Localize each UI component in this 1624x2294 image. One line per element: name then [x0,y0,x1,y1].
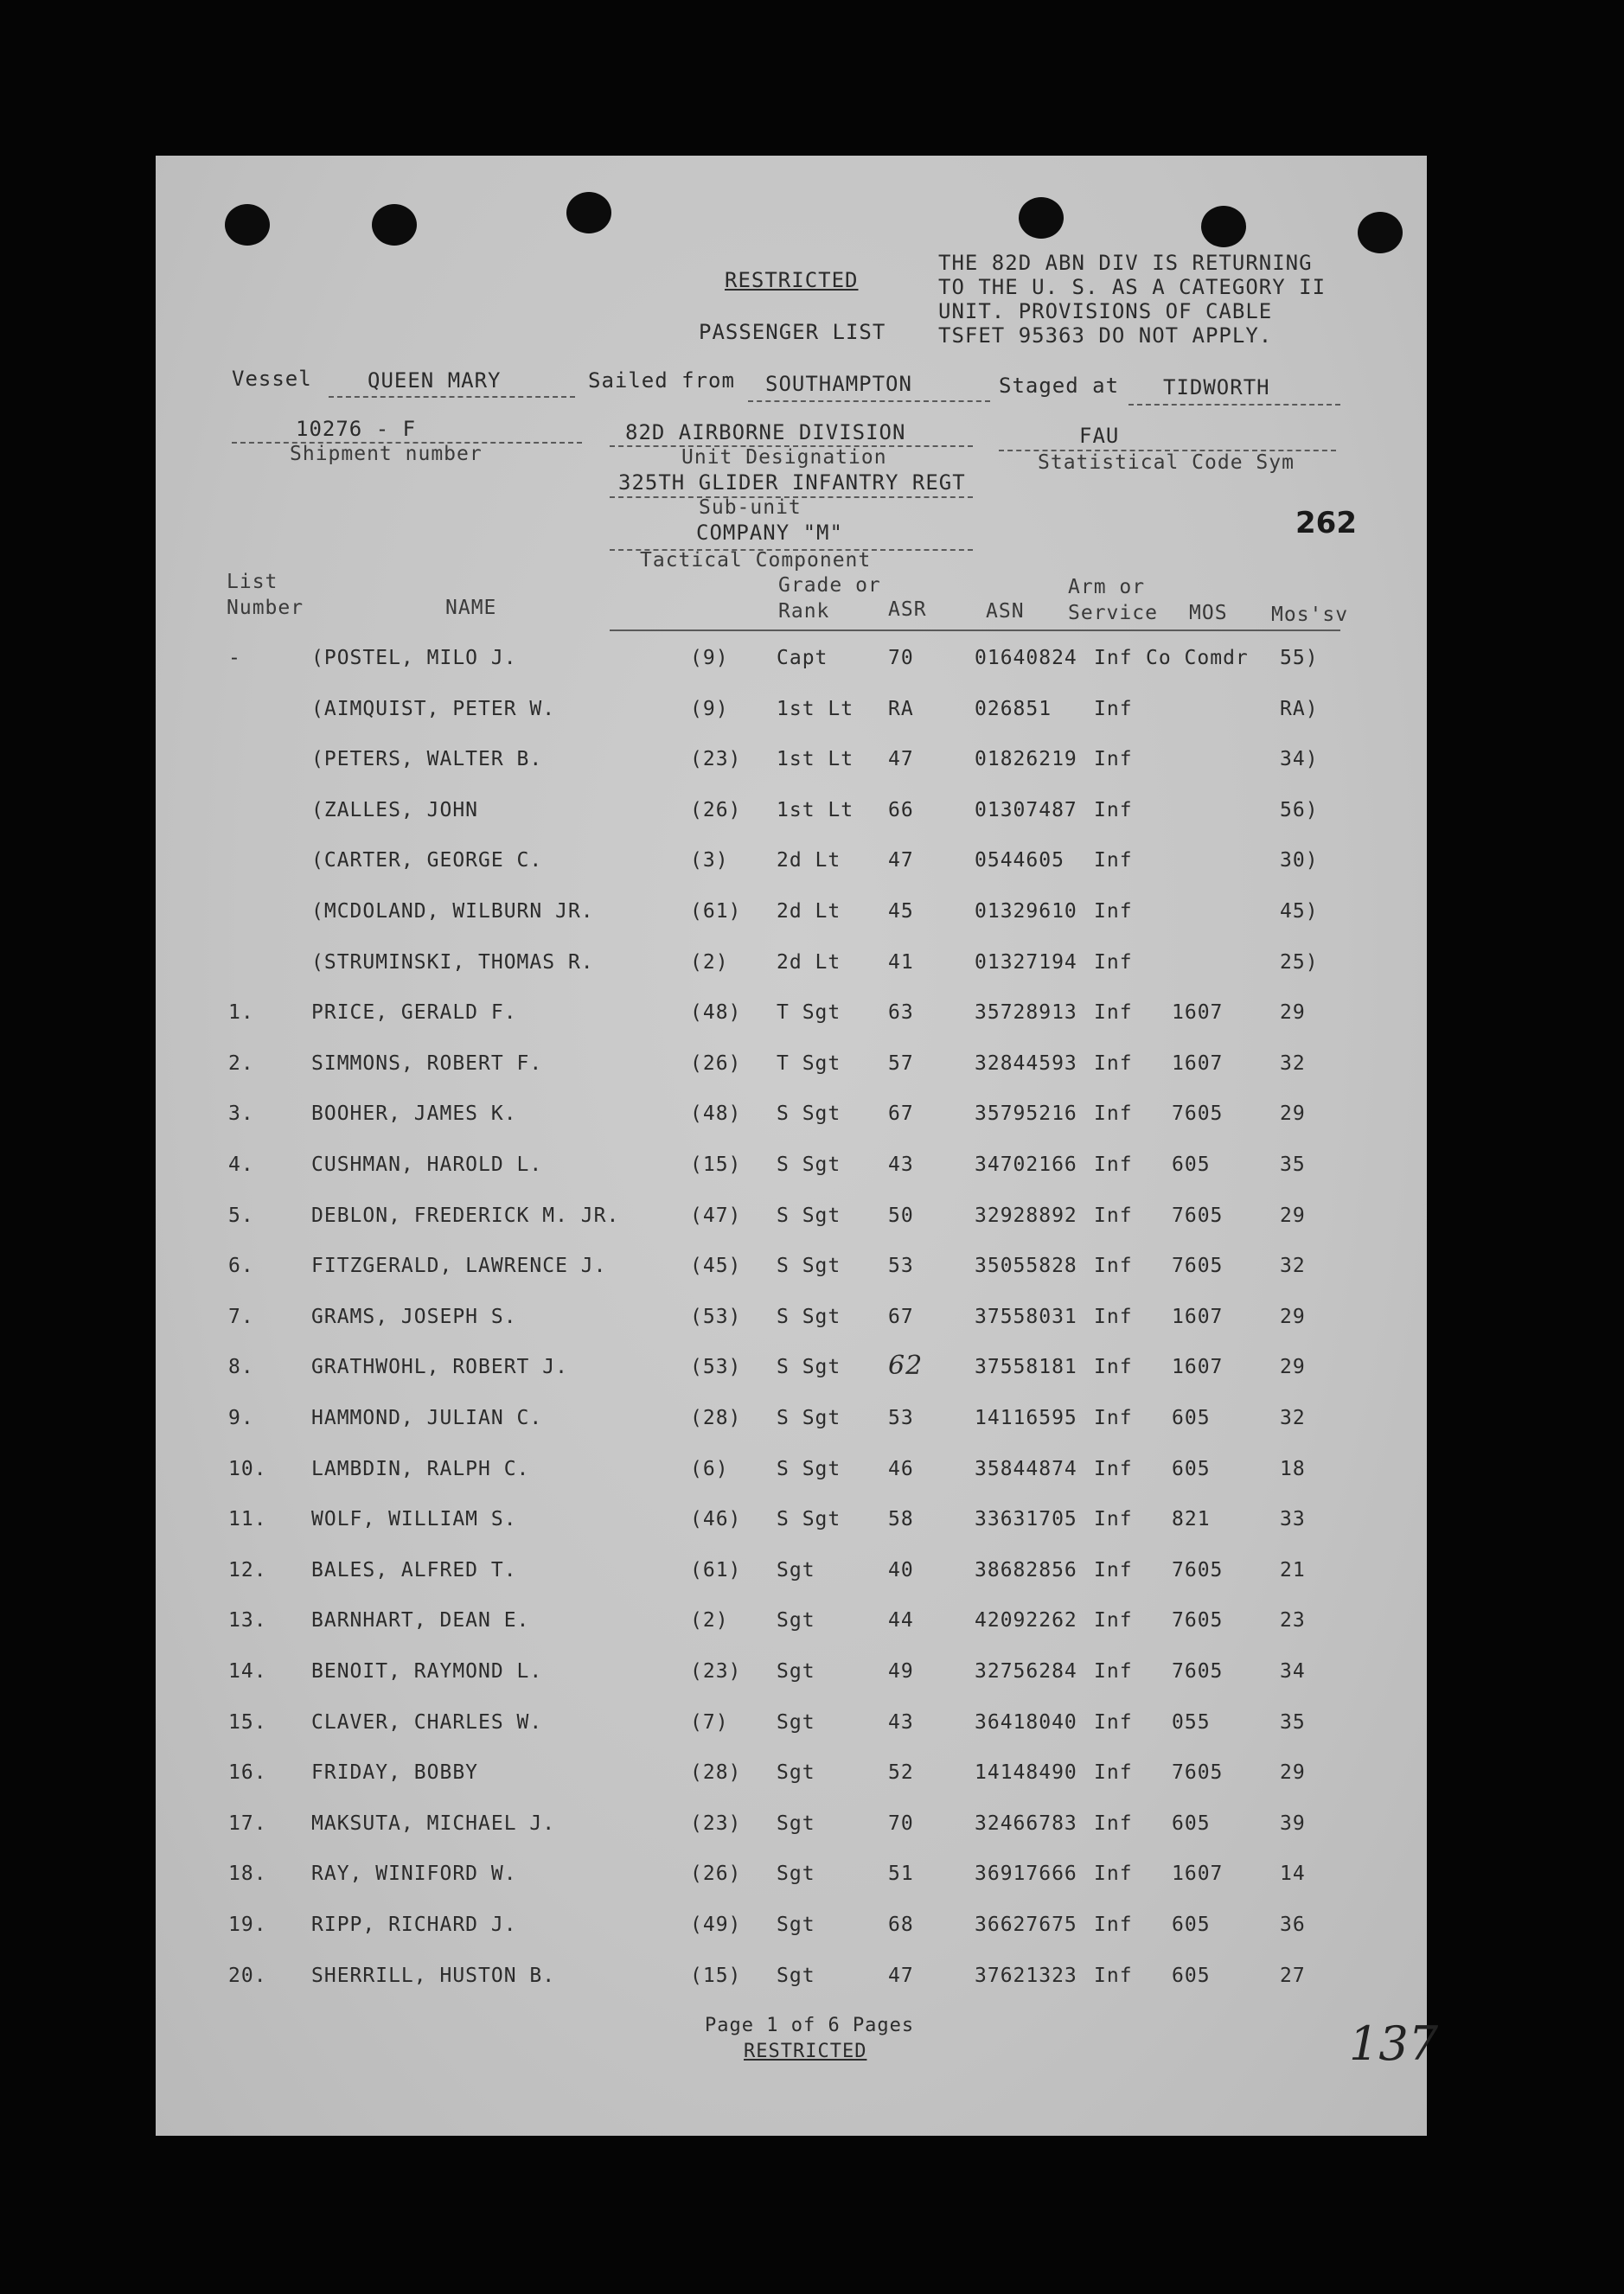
unit-designation-label: Unit Designation [681,446,887,469]
list-number: 13. [228,1609,267,1633]
header-rule [610,629,1340,631]
age-code: (45) [690,1255,742,1278]
asr-score: 63 [888,1001,914,1025]
arm-service: Inf [1094,849,1133,872]
asr-score: RA [888,697,914,720]
handwritten-folio-number: 137 [1349,2016,1439,2071]
months-service: 30) [1280,849,1319,872]
vessel-rule [329,396,575,398]
asn-number: 33631705 [975,1508,1077,1531]
asn-number: 35728913 [975,1001,1077,1025]
grade-rank: Sgt [777,1609,815,1633]
restricted-heading: RESTRICTED [725,268,859,292]
mos-code: 1607 [1172,1051,1224,1075]
asr-score: 57 [888,1051,914,1075]
list-number: 2. [228,1051,254,1075]
table-row [156,1914,1427,1964]
page-indicator: Page 1 of 6 Pages [705,2015,915,2036]
staged-at-value: TIDWORTH [1163,375,1270,399]
asn-number: 34702166 [975,1153,1077,1176]
arm-service: Inf [1094,950,1133,974]
passenger-name: SIMMONS, ROBERT F. [311,1051,543,1075]
asr-score: 44 [888,1609,914,1633]
grade-rank: T Sgt [777,1001,841,1025]
table-row [156,1812,1427,1863]
passenger-name: CLAVER, CHARLES W. [311,1710,543,1734]
age-code: (48) [690,1001,742,1025]
asn-number: 01307487 [975,798,1077,821]
age-code: (9) [690,647,729,669]
arm-service: Inf [1094,798,1133,821]
table-row [156,1306,1427,1356]
list-number: 11. [228,1508,267,1531]
table-row [156,1351,1427,1406]
asr-score: 53 [888,1407,914,1429]
list-number: 3. [228,1102,254,1126]
grade-rank: 1st Lt [777,748,854,771]
grade-rank: Sgt [777,1710,815,1734]
grade-rank: S Sgt [777,1508,841,1531]
grade-rank: S Sgt [777,1255,841,1278]
asr-score: 62 [888,1351,924,1382]
arm-service: Inf [1094,697,1133,720]
months-service: 29 [1280,1761,1306,1785]
months-service: 45) [1280,900,1319,923]
passenger-name: (ZALLES, JOHN [311,798,479,821]
mos-code: 1607 [1172,1305,1224,1328]
passenger-name: DEBLON, FREDERICK M. JR. [311,1204,620,1227]
grade-rank: Sgt [777,1863,815,1886]
arm-service: Inf [1094,1305,1133,1328]
restricted-footer: RESTRICTED [744,2041,867,2062]
list-number: 9. [228,1407,254,1429]
grade-rank: 2d Lt [777,950,841,974]
list-number: 18. [228,1863,267,1886]
months-service: 23 [1280,1609,1306,1633]
arm-service: Inf [1094,1558,1133,1582]
mos-code: 7605 [1172,1102,1224,1126]
asn-number: 36418040 [975,1710,1077,1734]
col-mos-sv: Mos'sv [1271,604,1349,626]
months-service: 29 [1280,1204,1306,1227]
tactical-component-value: COMPANY "M" [696,521,843,545]
passenger-name: (MCDOLAND, WILBURN JR. [311,900,594,923]
age-code: (26) [690,1051,742,1075]
passenger-name: LAMBDIN, RALPH C. [311,1457,530,1480]
arm-service: Inf [1094,1863,1133,1886]
list-number: 10. [228,1457,267,1480]
months-service: 27 [1280,1964,1306,1987]
passenger-name: RAY, WINIFORD W. [311,1863,517,1886]
punch-hole [372,204,417,246]
arm-service: Inf [1094,1761,1133,1785]
asr-score: 52 [888,1761,914,1785]
mos-code: 605 [1172,1457,1211,1480]
asr-score: 50 [888,1204,914,1227]
table-row [156,900,1427,950]
asn-number: 35844874 [975,1457,1077,1480]
grade-rank: 2d Lt [777,849,841,872]
passenger-list-title: PASSENGER LIST [699,320,886,344]
asr-score: 67 [888,1102,914,1126]
grade-rank: Sgt [777,1761,815,1785]
mos-code: Co Comdr [1146,647,1249,669]
asn-number: 35795216 [975,1102,1077,1126]
asr-score: 43 [888,1710,914,1734]
mos-code: 055 [1172,1710,1211,1734]
passenger-name: SHERRILL, HUSTON B. [311,1964,556,1987]
age-code: (47) [690,1204,742,1227]
arm-service: Inf [1094,1964,1133,1987]
age-code: (26) [690,1863,742,1886]
age-code: (26) [690,798,742,821]
list-number: 17. [228,1812,267,1835]
mos-code: 1607 [1172,1001,1224,1025]
asn-number: 42092262 [975,1609,1077,1633]
mos-code: 7605 [1172,1761,1224,1785]
list-number: 1. [228,1001,254,1025]
mos-code: 605 [1172,1964,1211,1987]
age-code: (28) [690,1407,742,1429]
mos-code: 1607 [1172,1863,1224,1886]
tactical-component-label: Tactical Component [640,549,872,572]
table-row [156,799,1427,849]
arm-service: Inf [1094,647,1133,669]
asn-number: 37558181 [975,1356,1077,1379]
col-grade-rank: Grade or Rank [778,574,881,623]
asn-number: 14116595 [975,1407,1077,1429]
months-service: 33 [1280,1508,1306,1531]
grade-rank: Capt [777,647,828,669]
asn-number: 0544605 [975,849,1065,872]
age-code: (15) [690,1964,742,1987]
asn-number: 38682856 [975,1558,1077,1582]
age-code: (48) [690,1102,742,1126]
grade-rank: 1st Lt [777,798,854,821]
document-page: RESTRICTED PASSENGER LIST THE 82D ABN DIV IS RETURNING TO THE U. S. AS A CATEGORY II UNIT. PROVISIONS OF CABLE TSFET 95363 DO NOT APPLY. Vessel QUEEN MARY Sailed from SOUTHAMPTON Staged at TIDWORTH 10276 - F Shipment number 82D AIRBORNE DIVISION Unit Designation 325TH GLIDER INFANTRY REGT Sub-unit COMPANY "M" Tactical Component FAU Statistical Code Sym 262 List Number NAME Grade or Rank ASR ASN Arm or Service MOS Mos'sv - (POSTEL, MILO J. (9) Capt 70 01640824 Inf Co Comdr 55) (AIMQUIST, PETER W. (9) 1st Lt RA 026851 Inf RA) (PETERS, WALTER B. (23) 1st Lt 47 01826219 Inf 34) (ZALLES, JOHN (26) 1st Lt 66 01307487 Inf 56) (CARTER, GEORGE C. (3) 2d Lt 47 0544605 Inf 30) (MCDOLAND, WILBURN JR. (61) 2d Lt 45 01329610 Inf 45) (STRUMINSKI, THOMAS R. (2) 2d Lt 41 01327194 Inf 25) 1. PRICE, GERALD F. (48) T Sgt 63 35728913 Inf 1607 29 2. SIMMONS, ROBERT F. (26) T Sgt 57 32844593 Inf 1607 32 3. BOOHER, JAMES K. (48) S Sgt 67 35795216 Inf 7605 29 4. CUSHMAN, HAROLD L. (15) S Sgt 43 34702166 Inf 605 35 5. DEBLON, FREDERICK M. JR. (47) S Sgt 50 32928892 Inf 7605 29 6. FITZGERALD, LAWRENCE J. (45) S Sgt 53 35055828 Inf 7605 32 7. GRAMS, JOSEPH S. (53) S Sgt 67 37558031 Inf 1607 29 8. GRATHWOHL, ROBERT J. (53) S Sgt 62 37558181 Inf 1607 29 9. HAMMOND, JULIAN C. (28) S Sgt 53 14116595 Inf 605 32 10. LAMBDIN, RALPH C. (6) S Sgt 46 35844874 Inf 605 18 11. WOLF, WILLIAM S. (46) S Sgt 58 33631705 Inf 821 33 12. BALES, ALFRED T. (61) Sgt 40 38682856 Inf 7605 21 13. BARNHART, DEAN E. (2) Sgt 44 42092262 Inf 7605 23 14. BENOIT, RAYMOND L. (23) Sgt 49 32756284 Inf 7605 34 15. CLAVER, CHARLES W. (7) Sgt 43 36418040 Inf 055 35 16. FRIDAY, BOBBY (28) Sgt 52 14148490 Inf 7605 29 17. MAKSUTA, MICHAEL J. (23) Sgt 70 32466783 Inf 605 39 18. RAY, WINIFORD W. (26) Sgt 51 36917666 Inf 1607 14 19. RIPP, RICHARD J. (49) Sgt 68 36627675 Inf 605 36 20. SHERRILL, HUSTON B. (15) Sgt 47 37621323 Inf 605 27 Page 1 of 6 Pages RESTRICTED 137 [156,156,1427,2136]
passenger-name: (CARTER, GEORGE C. [311,849,543,872]
grade-rank: S Sgt [777,1356,841,1379]
mos-code: 605 [1172,1914,1211,1936]
grade-rank: S Sgt [777,1102,841,1126]
list-number: 4. [228,1153,254,1176]
age-code: (49) [690,1914,742,1936]
asr-score: 47 [888,748,914,771]
passenger-name: (STRUMINSKI, THOMAS R. [311,950,594,974]
list-number: 15. [228,1710,267,1734]
table-row [156,1255,1427,1305]
stat-code-value: FAU [1079,424,1120,448]
age-code: (23) [690,1812,742,1835]
passenger-name: GRATHWOHL, ROBERT J. [311,1356,568,1379]
age-code: (2) [690,950,729,974]
passenger-name: (PETERS, WALTER B. [311,748,543,771]
table-row [156,1660,1427,1710]
punch-hole [1358,212,1403,253]
asn-number: 32756284 [975,1660,1077,1683]
passenger-name: BENOIT, RAYMOND L. [311,1660,543,1683]
asn-number: 14148490 [975,1761,1077,1785]
months-service: 36 [1280,1914,1306,1936]
asr-score: 58 [888,1508,914,1531]
months-service: 34 [1280,1660,1306,1683]
arm-service: Inf [1094,1051,1133,1075]
months-service: 32 [1280,1255,1306,1278]
asn-number: 01640824 [975,647,1077,669]
arm-service: Inf [1094,748,1133,771]
age-code: (2) [690,1609,729,1633]
months-service: 29 [1280,1102,1306,1126]
col-mos: MOS [1189,602,1228,624]
asn-number: 35055828 [975,1255,1077,1278]
grade-rank: 1st Lt [777,697,854,720]
months-service: 29 [1280,1001,1306,1025]
staged-at-label: Staged at [999,374,1120,398]
mos-code: 7605 [1172,1660,1224,1683]
passenger-name: BARNHART, DEAN E. [311,1609,530,1633]
asr-score: 45 [888,900,914,923]
table-row [156,1711,1427,1761]
age-code: (15) [690,1153,742,1176]
asr-score: 53 [888,1255,914,1278]
asr-score: 67 [888,1305,914,1328]
stamped-number: 262 [1295,506,1357,540]
asr-score: 66 [888,798,914,821]
table-row [156,1205,1427,1255]
months-service: 35 [1280,1710,1306,1734]
arm-service: Inf [1094,900,1133,923]
months-service: 32 [1280,1051,1306,1075]
age-code: (23) [690,748,742,771]
punch-hole [225,204,270,246]
asr-score: 68 [888,1914,914,1936]
grade-rank: Sgt [777,1812,815,1835]
asr-score: 70 [888,1812,914,1835]
table-row [156,647,1427,697]
passenger-name: MAKSUTA, MICHAEL J. [311,1812,556,1835]
list-number: 14. [228,1660,267,1683]
age-code: (6) [690,1457,729,1480]
asn-number: 36917666 [975,1863,1077,1886]
age-code: (53) [690,1305,742,1328]
list-number: 8. [228,1356,254,1379]
grade-rank: S Sgt [777,1457,841,1480]
asn-number: 36627675 [975,1914,1077,1936]
grade-rank: Sgt [777,1558,815,1582]
asn-number: 37558031 [975,1305,1077,1328]
passenger-name: BALES, ALFRED T. [311,1558,517,1582]
list-number: 6. [228,1255,254,1278]
unit-designation-value: 82D AIRBORNE DIVISION [625,420,906,444]
punch-hole [1019,197,1064,239]
table-row [156,1102,1427,1153]
table-row [156,849,1427,899]
col-name: NAME [445,597,497,619]
list-number: 12. [228,1558,267,1582]
col-asr: ASR [888,598,927,621]
arm-service: Inf [1094,1102,1133,1126]
passenger-name: (AIMQUIST, PETER W. [311,697,556,720]
table-row [156,1508,1427,1558]
asn-number: 32844593 [975,1051,1077,1075]
list-number: 20. [228,1964,267,1987]
table-row [156,748,1427,798]
list-number: 19. [228,1914,267,1936]
asn-number: 37621323 [975,1964,1077,1987]
passenger-name: WOLF, WILLIAM S. [311,1508,517,1531]
grade-rank: Sgt [777,1964,815,1987]
passenger-name: GRAMS, JOSEPH S. [311,1305,517,1328]
months-service: 21 [1280,1558,1306,1582]
table-row [156,1609,1427,1659]
table-row [156,1863,1427,1913]
months-service: 14 [1280,1863,1306,1886]
asn-number: 32466783 [975,1812,1077,1835]
age-code: (28) [690,1761,742,1785]
table-row [156,1559,1427,1609]
shipment-number-label: Shipment number [290,443,483,465]
passenger-name: RIPP, RICHARD J. [311,1914,517,1936]
vessel-label: Vessel [232,367,312,391]
arm-service: Inf [1094,1914,1133,1936]
mos-code: 605 [1172,1153,1211,1176]
table-row [156,1001,1427,1051]
table-row [156,1153,1427,1204]
passenger-name: FITZGERALD, LAWRENCE J. [311,1255,607,1278]
months-service: 32 [1280,1407,1306,1429]
grade-rank: S Sgt [777,1153,841,1176]
passenger-name: FRIDAY, BOBBY [311,1761,479,1785]
months-service: 34) [1280,748,1319,771]
sub-unit-value: 325TH GLIDER INFANTRY REGT [618,470,966,495]
table-row [156,1965,1427,2015]
asn-number: 01327194 [975,950,1077,974]
sub-unit-label: Sub-unit [699,496,802,519]
grade-rank: S Sgt [777,1204,841,1227]
arm-service: Inf [1094,1609,1133,1633]
arm-service: Inf [1094,1204,1133,1227]
grade-rank: S Sgt [777,1407,841,1429]
passenger-name: BOOHER, JAMES K. [311,1102,517,1126]
arm-service: Inf [1094,1001,1133,1025]
col-asn: ASN [986,600,1025,623]
list-number: 7. [228,1305,254,1328]
months-service: 18 [1280,1457,1306,1480]
list-number: 5. [228,1204,254,1227]
table-row [156,1458,1427,1508]
arm-service: Inf [1094,1710,1133,1734]
table-row [156,1761,1427,1812]
passenger-name: PRICE, GERALD F. [311,1001,517,1025]
months-service: 39 [1280,1812,1306,1835]
sailed-from-value: SOUTHAMPTON [765,372,912,396]
mos-code: 7605 [1172,1609,1224,1633]
arm-service: Inf [1094,1356,1133,1379]
age-code: (7) [690,1710,729,1734]
months-service: 29 [1280,1305,1306,1328]
asn-number: 01329610 [975,900,1077,923]
asr-score: 43 [888,1153,914,1176]
arm-service: Inf [1094,1508,1133,1531]
staged-at-rule [1128,404,1340,406]
mos-code: 7605 [1172,1204,1224,1227]
asr-score: 49 [888,1660,914,1683]
list-number: 16. [228,1761,267,1785]
age-code: (53) [690,1356,742,1379]
mos-code: 605 [1172,1407,1211,1429]
asr-score: 47 [888,849,914,872]
age-code: (61) [690,1558,742,1582]
grade-rank: Sgt [777,1660,815,1683]
age-code: (23) [690,1660,742,1683]
grade-rank: S Sgt [777,1305,841,1328]
col-list-number: List Number [227,571,304,619]
grade-rank: 2d Lt [777,900,841,923]
stat-code-label: Statistical Code Sym [1038,451,1295,474]
sailed-from-rule [748,400,990,402]
table-row [156,951,1427,1001]
sailed-from-label: Sailed from [588,368,735,393]
passenger-name: CUSHMAN, HAROLD L. [311,1153,543,1176]
asr-score: 40 [888,1558,914,1582]
asr-score: 41 [888,950,914,974]
table-row [156,1052,1427,1102]
mos-code: 1607 [1172,1356,1224,1379]
months-service: 35 [1280,1153,1306,1176]
mos-code: 605 [1172,1812,1211,1835]
asr-score: 47 [888,1964,914,1987]
col-arm-service: Arm or Service [1068,576,1158,624]
arm-service: Inf [1094,1457,1133,1480]
mos-code: 7605 [1172,1558,1224,1582]
mos-code: 821 [1172,1508,1211,1531]
shipment-number-value: 10276 - F [296,417,417,441]
vessel-value: QUEEN MARY [368,368,502,393]
punch-hole [566,192,611,233]
arm-service: Inf [1094,1407,1133,1429]
list-number: - [228,647,241,669]
arm-service: Inf [1094,1812,1133,1835]
arm-service: Inf [1094,1255,1133,1278]
asn-number: 026851 [975,697,1052,720]
passenger-name: HAMMOND, JULIAN C. [311,1407,543,1429]
months-service: RA) [1280,697,1319,720]
age-code: (46) [690,1508,742,1531]
age-code: (61) [690,900,742,923]
asr-score: 70 [888,647,914,669]
passenger-name: (POSTEL, MILO J. [311,647,517,669]
arm-service: Inf [1094,1660,1133,1683]
table-row [156,1407,1427,1457]
months-service: 55) [1280,647,1319,669]
months-service: 29 [1280,1356,1306,1379]
punch-hole [1201,206,1246,247]
arm-service: Inf [1094,1153,1133,1176]
grade-rank: T Sgt [777,1051,841,1075]
asr-score: 46 [888,1457,914,1480]
asn-number: 32928892 [975,1204,1077,1227]
months-service: 56) [1280,798,1319,821]
age-code: (3) [690,849,729,872]
age-code: (9) [690,697,729,720]
mos-code: 7605 [1172,1255,1224,1278]
grade-rank: Sgt [777,1914,815,1936]
table-row [156,698,1427,748]
asr-score: 51 [888,1863,914,1886]
asn-number: 01826219 [975,748,1077,771]
months-service: 25) [1280,950,1319,974]
